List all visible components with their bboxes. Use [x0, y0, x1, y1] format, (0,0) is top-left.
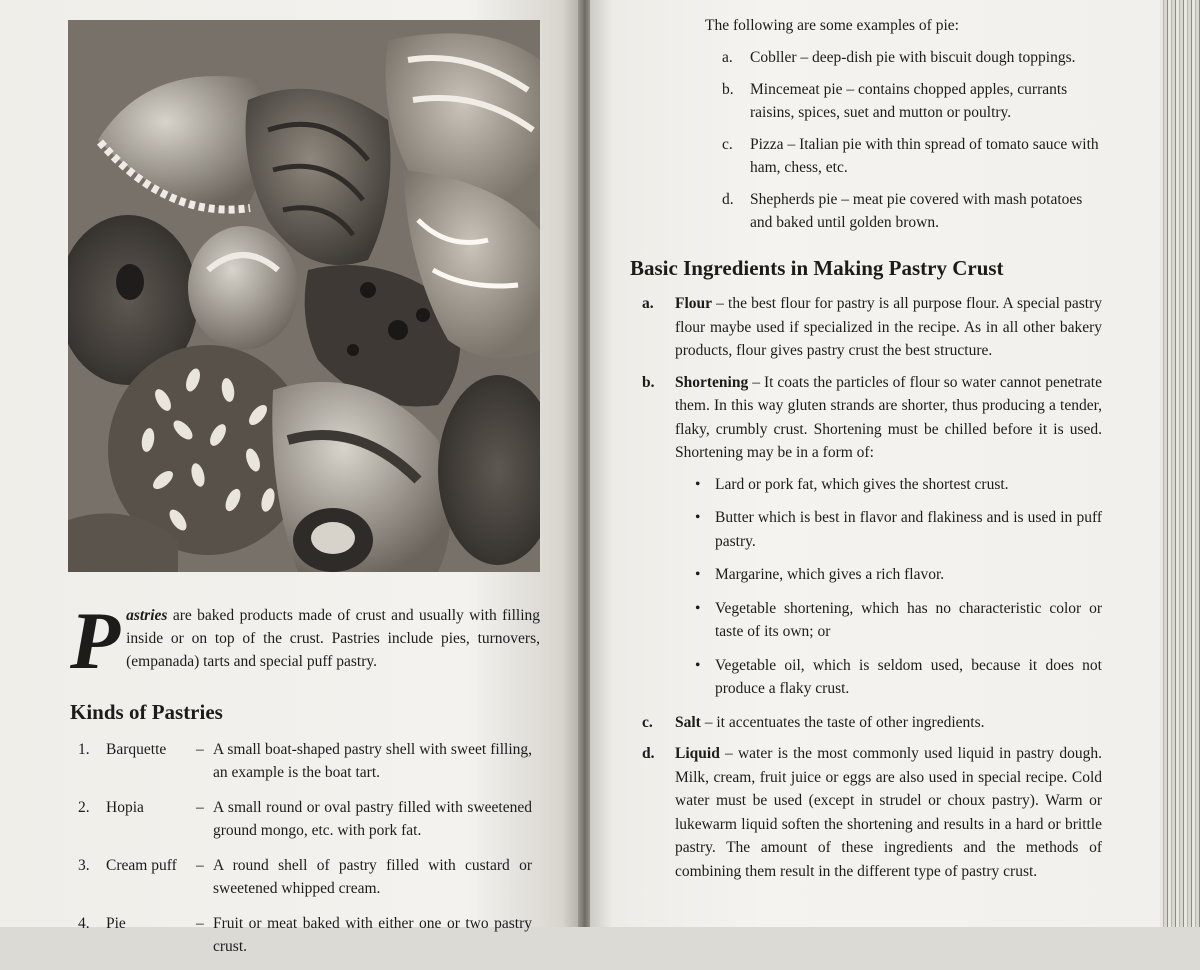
kind-number: 4. — [78, 915, 90, 932]
ingredient-salt — [642, 711, 1102, 735]
pie-examples-intro: The following are some examples of pie: — [705, 17, 959, 34]
kind-description: A small boat-shaped pastry shell with sweet filling, an example is the boat tart. — [213, 741, 532, 781]
kind-number: 3. — [78, 857, 90, 874]
pie-letter: a. — [722, 49, 733, 66]
pie-text: Cobller – deep-dish pie with biscuit dough toppings. — [750, 49, 1076, 66]
pie-example — [722, 188, 1102, 234]
kind-name: Barquette — [106, 741, 167, 758]
shortening-form: • Vegetable shortening, which has no characteristic color or taste of its own; or — [675, 597, 1102, 644]
kind-item — [70, 912, 540, 958]
shortening-form: • Vegetable oil, which is seldom used, because it does not produce a flaky crust. — [675, 654, 1102, 701]
kind-number: 1. — [78, 741, 90, 758]
pie-letter: d. — [722, 191, 734, 208]
ingredient-term: Liquid — [675, 745, 720, 762]
page-edges — [1160, 0, 1200, 927]
drop-cap: P — [70, 595, 121, 686]
kind-dash: – — [196, 915, 204, 932]
ingredient-flour — [642, 292, 1102, 363]
shortening-form: • Margarine, which gives a rich flavor. — [675, 563, 1102, 587]
pastries-intro — [70, 595, 540, 686]
pie-example — [722, 46, 1102, 69]
pie-text: Mincemeat pie – contains chopped apples, currants raisins, spices, suet and mutton or poultry. — [750, 81, 1068, 121]
ingredient-text: – It coats the particles of flour so water cannot penetrate them. In this way gluten strands are shorter, thus producing a tender, flaky, crumbly crust. Shortening must be chilled before it is used. Shortening may be in a form of: — [675, 373, 1102, 461]
pastries-photo — [68, 20, 540, 572]
kind-dash: – — [196, 857, 204, 874]
ingredient-term: Salt — [675, 713, 701, 731]
kind-name: Hopia — [106, 799, 144, 816]
intro-text: are baked products made of crust and usually with filling inside or on top of the crust. Pastries include pies, turnovers, (empanada) tarts and special puff pastry. — [126, 607, 540, 670]
kind-name: Pie — [106, 915, 126, 932]
ingredients-list — [642, 292, 1102, 891]
intro-lead-word: astries — [126, 607, 168, 624]
pie-examples-list — [722, 46, 1102, 243]
shortening-forms-list — [675, 473, 1102, 701]
kind-item — [70, 796, 540, 842]
ingredient-term: Shortening — [675, 373, 749, 391]
ingredient-letter: b. — [642, 373, 655, 391]
pie-letter: b. — [722, 81, 734, 98]
ingredient-letter: d. — [642, 745, 655, 762]
kind-description: A round shell of pastry filled with custard or sweetened whipped cream. — [213, 857, 532, 897]
kinds-list — [70, 738, 540, 970]
kind-dash: – — [196, 799, 204, 816]
pie-example — [722, 78, 1102, 124]
pie-text: Pizza – Italian pie with thin spread of tomato sauce with ham, chess, etc. — [750, 136, 1099, 176]
shortening-form: • Butter which is best in flavor and flakiness and is used in puff pastry. — [675, 506, 1102, 553]
pie-letter: c. — [722, 136, 733, 153]
ingredients-heading: Basic Ingredients in Making Pastry Crust — [630, 256, 1004, 280]
kind-name: Cream puff — [106, 857, 177, 874]
ingredient-text: – water is the most commonly used liquid in pastry dough. Milk, cream, fruit juice or eggs are also used in special recipe. Cold water must be used (except in strudel or choux pastry). Warm or lukewarm liquid soften the shortening and results in a hard or brittle pastry. The amount of these ingredients and the methods of combining them result in the different type of pastry crust. — [675, 745, 1102, 880]
kind-description: Fruit or meat baked with either one or two pastry crust. — [213, 915, 532, 955]
shortening-form: • Lard or pork fat, which gives the shortest crust. — [675, 473, 1102, 497]
kind-number: 2. — [78, 799, 90, 816]
kind-dash: – — [196, 741, 204, 758]
ingredient-liquid — [642, 742, 1102, 883]
ingredient-text: – the best flour for pastry is all purpose flour. A special pastry flour maybe used if specialized in the recipe. As in all other bakery products, flour gives pastry crust the best structure. — [675, 295, 1102, 359]
kind-description: A small round or oval pastry filled with sweetened ground mongo, etc. with pork fat. — [213, 799, 532, 839]
ingredient-text: – it accentuates the taste of other ingredients. — [700, 713, 985, 731]
ingredient-term: Flour — [675, 295, 713, 312]
ingredient-letter: c. — [642, 713, 653, 731]
ingredient-shortening — [642, 371, 1102, 701]
kinds-heading: Kinds of Pastries — [70, 700, 223, 724]
kind-item — [70, 854, 540, 900]
pie-example — [722, 133, 1102, 179]
ingredient-letter: a. — [642, 295, 654, 312]
kind-item — [70, 738, 540, 784]
pie-text: Shepherds pie – meat pie covered with mash potatoes and baked until golden brown. — [750, 191, 1083, 231]
